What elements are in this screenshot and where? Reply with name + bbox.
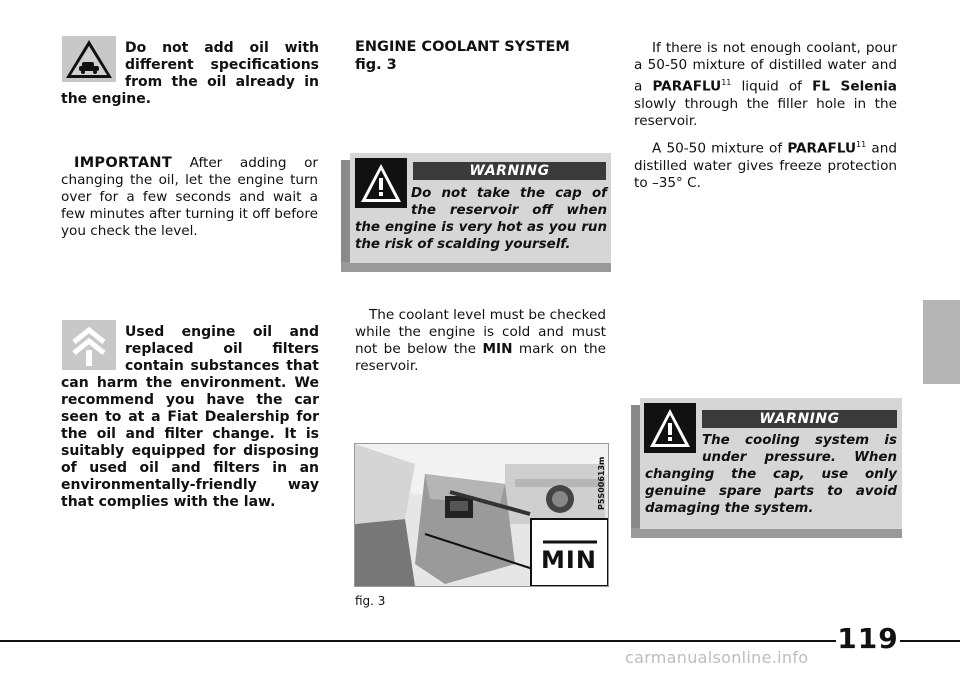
section-heading xyxy=(355,38,570,74)
paraflu-brand-2: PARAFLU xyxy=(787,140,857,157)
paraflu-brand: PARAFLU xyxy=(652,78,722,95)
paraflu-sup: 11 xyxy=(721,78,732,87)
mix-text-a: If there is not enough coolant, pour a 50-50 mixture of distilled water and a xyxy=(634,40,897,95)
warning2-text: The cooling system is under pressure. When changing the cap, use only genuine spare parts to avoid damaging the system. xyxy=(645,433,897,516)
figure-reference: fig. 3 xyxy=(355,57,397,73)
footer-rule xyxy=(0,640,960,642)
warning2-message xyxy=(645,432,897,517)
coolant-text-b: mark on the reservoir. xyxy=(355,341,607,374)
figure-code: P5S00613m xyxy=(597,456,606,510)
section-title: ENGINE COOLANT SYSTEM xyxy=(355,39,570,55)
coolant-paragraph xyxy=(355,307,606,375)
mix-text-c: slowly through the filler hole in the reservoir. xyxy=(634,95,897,129)
oil-note-text: Do not add oil with different specifications from the oil already in the engine. xyxy=(61,40,319,107)
freeze-text-b: and distilled water gives freeze protection to –35° C. xyxy=(634,140,897,191)
important-label: IMPORTANT xyxy=(74,155,173,171)
coolant-text-a: The coolant level must be checked while the engine is cold and must not be below the xyxy=(355,307,606,357)
figure-caption: fig. 3 xyxy=(355,594,386,608)
coolant-min: MIN xyxy=(482,341,513,357)
important-text: After adding or changing the oil, let the engine turn over for a few seconds and wait a few minutes after turning it off before you check the level. xyxy=(61,155,318,239)
fl-selenia-brand: FL Selenia xyxy=(812,78,897,95)
warning2-shadow-bottom xyxy=(631,528,902,538)
important-paragraph xyxy=(61,155,318,240)
oil-note xyxy=(61,40,319,108)
warning1-shadow-bottom xyxy=(341,262,611,272)
figure-min-label: MIN xyxy=(541,546,597,574)
side-tab xyxy=(923,300,960,384)
warning1-text: Do not take the cap of the reservoir off when the engine is very hot as you run the risk of scalding yourself. xyxy=(355,186,607,252)
engine-figure xyxy=(354,443,609,587)
paraflu-sup-2: 11 xyxy=(856,140,867,149)
watermark: carmanualsonline.info xyxy=(625,648,809,667)
environment-note xyxy=(61,324,319,511)
page-number: 119 xyxy=(837,622,899,655)
mix-text-b: liquid of xyxy=(741,78,802,95)
environment-note-text: Used engine oil and replaced oil filters contain substances that can harm the environment. We recommend you have the car seen to at a Fiat Dealership for the oil and filter change. It is suitably equipped for disposing of used oil and filters in an environmentally-friendly way that complies with the law. xyxy=(61,324,319,510)
warning2-title: WARNING xyxy=(702,410,897,428)
freeze-text-a: A 50-50 mixture of xyxy=(652,140,783,157)
warning1-title: WARNING xyxy=(413,162,606,180)
freeze-paragraph xyxy=(634,136,897,192)
warning1-message xyxy=(355,185,607,253)
coolant-mix-paragraph xyxy=(634,40,897,130)
